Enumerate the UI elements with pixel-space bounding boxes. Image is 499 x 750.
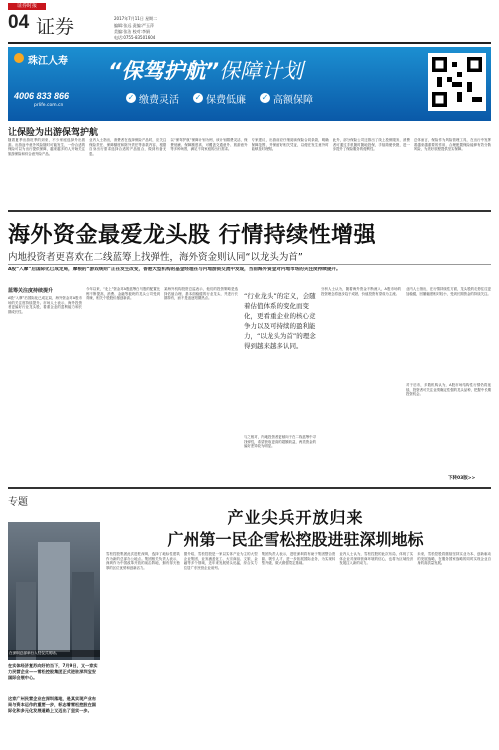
header-rule <box>8 42 491 44</box>
caption-block: 在实体经济复苏向好的当下，7月9日，又一家实力民营企业——雪松控股集团正式进驻深圳宝安国际会展中心。 <box>8 663 98 680</box>
photo-caption: 在深圳总部举行入驻仪式现场。 <box>8 650 100 657</box>
main-headline: 海外资金最爱龙头股 行情持续性增强 <box>8 223 377 248</box>
check-icon: ✓ <box>194 93 202 102</box>
qr-code-icon <box>432 57 482 107</box>
article-body <box>8 138 491 204</box>
brand-logo <box>14 53 24 63</box>
text-column: 业内人士指出，消费者在选择保险产品时，应关注保险责任、保障额度和除外责任等条款内容，根据自身出行需求选择合适的产品组合，做到有备无患。 <box>89 138 167 156</box>
section-name: 证券 <box>36 16 75 38</box>
text-column: A股“入摩”后国际化已成定局，海外资金对A股市场的关注度持续提升。市场人士表示，海外投资者更偏好行业龙头股，看重企业的盈利能力和长期成长性。 <box>8 296 82 314</box>
editors-line: 编辑:张远 责编:严玉萍 <box>114 23 154 28</box>
section-label: 专题 <box>8 497 28 508</box>
lead-paragraph: A股“入摩”后国际化已成定局，摩根的“游戏规则”正在发生改变，香港大型机构的基金经理在与内地游资交流中发现，当前海外资金对内地市场的关注度持续提升。 <box>8 267 341 272</box>
insurance-ad-banner <box>8 47 491 121</box>
ad-features <box>126 91 386 105</box>
text-column: 今年以来，“北上”资金对A股蓝筹白马股的配置比例不断提高，消费、金融等板块的龙头公司受到青睐，相关个股股价屡创新高。 <box>86 287 160 301</box>
feature-photo <box>8 522 100 660</box>
article-body <box>8 287 491 483</box>
qr-code <box>428 53 486 111</box>
text-column: 以“保驾护航”保障计划为例，该计划缴费灵活、保费低廉、保障额度高，可覆盖交通意外、旅游意外等多种场景，满足不同家庭的出行需求。 <box>170 138 248 152</box>
feature-label: 缴费灵活 <box>139 94 179 106</box>
brand-name: 珠江人寿 <box>28 56 68 67</box>
editors-line: 美编:张洁 校对:李娟 <box>114 29 150 34</box>
sub-headline: 内地投资者更喜欢在二线蓝筹上找弹性，海外资金则认同“以龙头为首” <box>8 252 303 263</box>
page-number: 04 <box>8 12 30 33</box>
headline-rule <box>8 264 491 265</box>
feature-title: 产业尖兵开放归来 <box>227 508 364 527</box>
text-column: 业内人士指出，在行情持续性方面，龙头股的走势往往更加稳健，回撤幅度相对较小，受到长期资金的持续关注。 <box>406 287 491 296</box>
article-subhead: 蓝筹关注度持续提升 <box>8 288 54 294</box>
text-column: 业内人士认为，雪松控股的此次布局，体现了实体企业对深圳营商环境的信心，也将为区域经济发展注入新的动力。 <box>339 552 414 566</box>
text-column: 据介绍，雪松控股是一家以实体产业为主的大型企业集团，业务涵盖化工、大宗商品、文旅、金融等多个领域，近年来发展势头迅猛，综合实力位居广东民营企业前列。 <box>183 552 258 570</box>
article-title: 让保险为出游保驾护航 <box>8 128 99 138</box>
feature-item <box>260 91 313 105</box>
intro-block: 这家广州民营企业在深圳落地，是其实现产业布局与资本运作的重要一步，标志着雪松控股在国际化和多元化发展道路上又迈出了坚实一步。 <box>8 696 96 713</box>
page-header <box>0 0 499 44</box>
check-icon: ✓ <box>127 93 135 102</box>
section-divider <box>8 487 491 489</box>
text-column: 专家建议，出游前应仔细阅读保险合同条款，明确保障范围，并保留好相关凭证，以便在发生意外时能够及时理赔。 <box>251 138 329 152</box>
editors-line: 电话:0755-83501604 <box>114 35 156 40</box>
text-column: 与之相对，内地投资者更倾向于在二线蓝筹中寻找弹性，希望获取更高的超额收益，两类资金的偏好差异较为明显。 <box>244 435 316 449</box>
text-column: 雪松控股集团此次进驻深圳，选择了地标性建筑作为新的总部办公地点。集团相关负责人表示，深圳作为中国改革开放的前沿阵地，拥有得天独厚的区位优势和创新活力。 <box>106 552 180 570</box>
building-shape <box>72 572 94 660</box>
feature-item <box>193 91 246 105</box>
ad-slogan <box>108 55 398 83</box>
website: prlife.com.cn <box>34 103 64 108</box>
feature-label: 高额保障 <box>273 94 313 106</box>
hotline: 4006 833 866 <box>14 91 70 101</box>
feature-label: 保费低廉 <box>206 94 246 106</box>
feature-item <box>126 91 179 105</box>
text-column: 总体而言，保险作为风险管理工具，在出行中发挥着越来越重要的作用，合理配置保险能够有效分散风险，为美好旅程提供坚实保障。 <box>413 138 492 152</box>
text-column: 某海外机构投资总监表示，他们的投资策略是选择估值合理、基本面稳健的行业龙头，并进行长期持有，而不是追逐短期热点。 <box>164 287 238 301</box>
issue-date: 2017年7月11日 星期二 <box>114 16 158 21</box>
slogan-highlight: “保驾护航” <box>108 59 220 83</box>
text-column: 对于后市，多数机构认为，A股市场结构性行情仍将延续，投资者可关注业绩确定性强的龙头品种，把握中长期投资机会。 <box>406 383 491 397</box>
text-column: 未来，雪松控股将继续坚持实业为本、创新驱动的发展战略，在服务国家战略的同时实现企业自身的高质量发展。 <box>417 552 491 566</box>
section-divider <box>8 210 491 212</box>
feature-title: 广州第一民企雪松控股进驻深圳地标 <box>167 530 424 549</box>
pull-quote: “行业龙头”的定义，会随着估值体系的变化而变化，更看重企业的核心竞争力以及可持续的盈利能力，“以龙头为首”的理念得到越来越多认同。 <box>244 292 316 350</box>
article-body <box>106 552 491 744</box>
text-column: 此外，部分保险公司还推出了线上投保服务，消费者可通过手机随时随地投保，手续简便快捷，进一步提升了保险服务的便利性。 <box>332 138 410 152</box>
paper-tag: 证券时报 <box>8 3 46 10</box>
building-shape <box>38 542 70 652</box>
check-icon: ✓ <box>261 93 269 102</box>
building-shape <box>16 582 36 660</box>
continued-link[interactable]: 下转03版>> <box>448 476 476 481</box>
text-column: 集团负责人表示，进驻深圳将有助于集团整合资源、吸引人才，进一步拓展国际业务，为实现转型升级、做大做强奠定基础。 <box>261 552 336 566</box>
slogan-label: 保障计划 <box>219 59 304 83</box>
text-column: 分析人士认为，随着海外资金不断流入，A股市场的投资理念将逐步趋于成熟，价值投资有望成为主流。 <box>321 287 401 296</box>
text-column: 随着夏季出游旺季的到来，不少家庭选择外出旅游。出游途中意外风险随时可能发生，一份合适的保险可以为出行提供保障，越来越多的人开始关注旅游保险和综合意外险产品。 <box>8 138 86 156</box>
